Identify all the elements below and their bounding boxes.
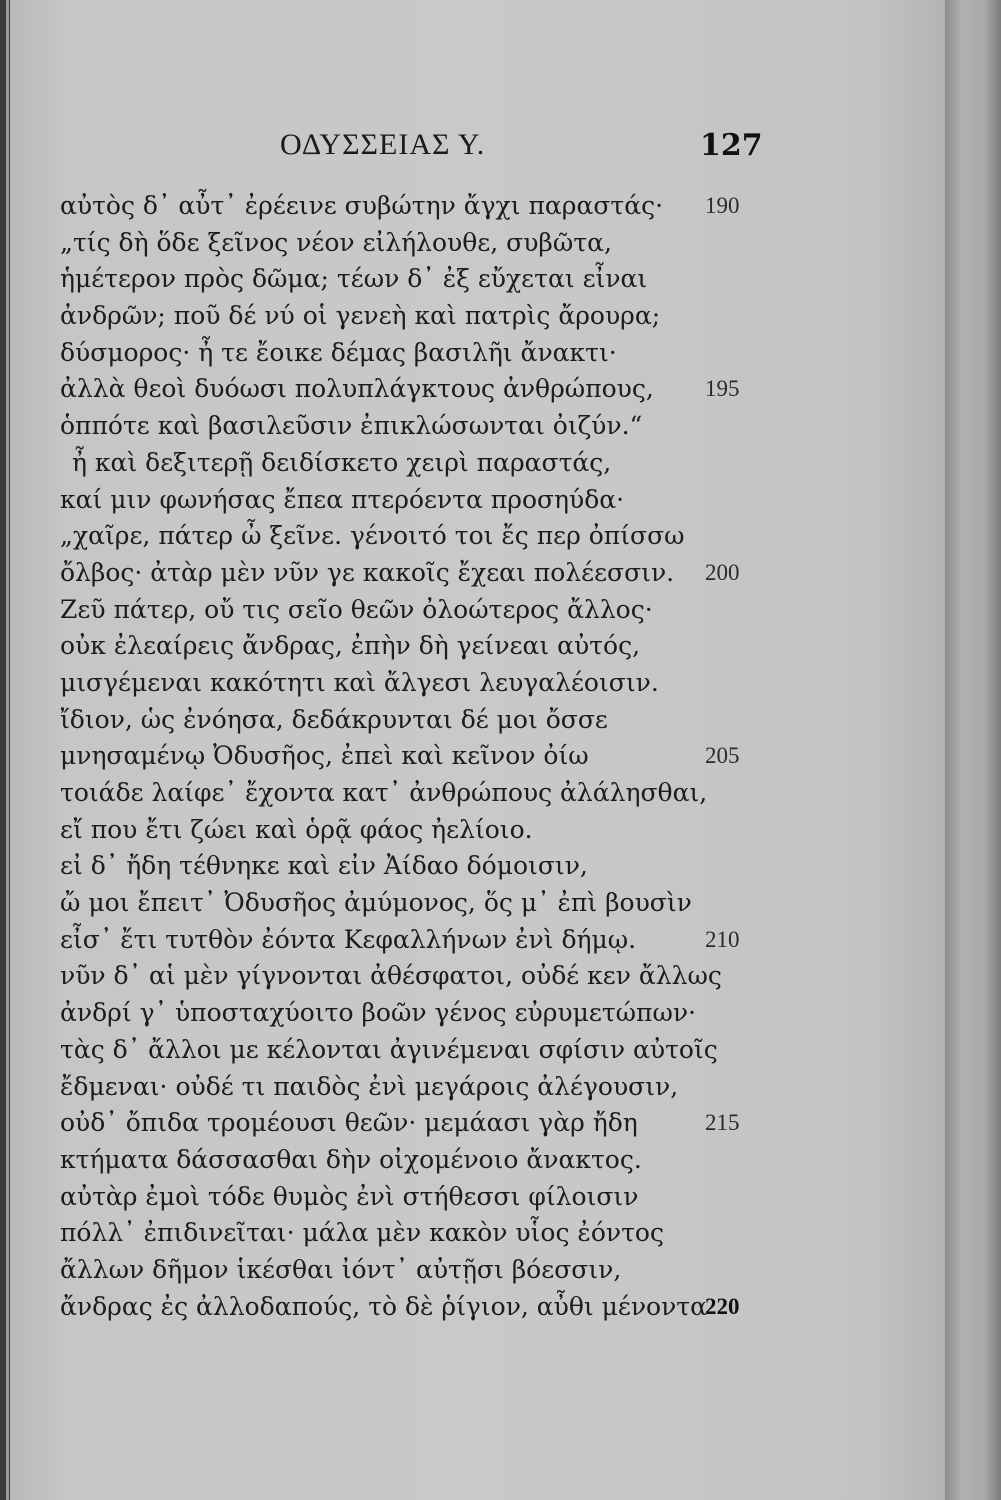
verse-line	[60, 408, 760, 445]
verse-line-text: πόλλ᾽ ἐπιδινεῖται· μάλα μὲν κακὸν υἷος ἐόντος	[60, 1218, 664, 1248]
verse-line-text: ἀνδρῶν; ποῦ δέ νύ οἱ γενεὴ καὶ πατρὶς ἄρουρα;	[60, 301, 661, 331]
line-number: 195	[705, 376, 740, 402]
verse-line	[60, 848, 760, 885]
line-number: 205	[705, 743, 740, 769]
verse-line-text: μισγέμεναι κακότητι καὶ ἄλγεσι λευγαλέοισιν.	[60, 667, 659, 697]
verse-line	[60, 775, 760, 812]
verse-line-text: μνησαμένῳ Ὀδυσῆος, ἐπεὶ καὶ κεῖνον ὀίω	[60, 741, 589, 771]
page-left-edge	[0, 0, 10, 1500]
verse-line	[60, 958, 760, 995]
verse-line	[60, 922, 760, 959]
verse-line-text: τὰς δ᾽ ἄλλοι με κέλονται ἀγινέμεναι σφίσιν αὐτοῖς	[60, 1034, 718, 1064]
verse-line-text: καί μιν φωνήσας ἔπεα πτερόεντα προσηύδα·	[60, 484, 625, 514]
page-right-edge	[945, 0, 1001, 1500]
verse-line	[60, 665, 760, 702]
verse-line-text: ἡμέτερον πρὸς δῶμα; τέων δ᾽ ἐξ εὔχεται εἶναι	[60, 264, 648, 294]
verse-line-text: οὐδ᾽ ὄπιδα τρομέουσι θεῶν· μεμάασι γὰρ ἤδη	[60, 1108, 638, 1138]
verse-line	[60, 261, 760, 298]
verse-line-text: ἴδιον, ὡς ἐνόησα, δεδάκρυνται δέ μοι ὄσσε	[60, 704, 608, 734]
verse-line-text: ἀλλὰ θεοὶ δυόωσι πολυπλάγκτους ἀνθρώπους,	[60, 374, 654, 404]
verse-line-text: εἶσ᾽ ἔτι τυτθὸν ἐόντα Κεφαλλήνων ἐνὶ δήμῳ.	[60, 924, 637, 954]
verse-line-text: αὐτὰρ ἐμοὶ τόδε θυμὸς ἐνὶ στήθεσσι φίλοισιν	[60, 1181, 639, 1211]
verse-line	[60, 738, 760, 775]
line-number: 220	[705, 1293, 740, 1319]
verse-line	[60, 188, 760, 225]
verse-line-text: „χαῖρε, πάτερ ὦ ξεῖνε. γένοιτό τοι ἔς περ ὀπίσσω	[60, 521, 685, 551]
verse-line	[60, 1142, 760, 1179]
line-number: 200	[705, 559, 740, 585]
verse-line-text: ἀνδρί γ᾽ ὑποσταχύοιτο βοῶν γένος εὐρυμετώπων·	[60, 998, 696, 1028]
verse-line-text: ὄλβος· ἀτὰρ μὲν νῦν γε κακοῖς ἔχεαι πολέεσσιν.	[60, 557, 675, 587]
line-number: 210	[705, 926, 740, 952]
verse-line	[60, 445, 760, 482]
verse-line-text: ἄνδρας ἐς ἀλλοδαπούς, τὸ δὲ ῥίγιον, αὖθι μένοντα	[60, 1291, 708, 1321]
verse-line-text: οὐκ ἐλεαίρεις ἄνδρας, ἐπὴν δὴ γείνεαι αὐτός,	[60, 631, 641, 661]
line-number: 190	[705, 193, 740, 218]
verse-line	[60, 298, 760, 335]
verse-line	[60, 1289, 760, 1326]
verse-line-text: εἴ που ἔτι ζώει καὶ ὁρᾷ φάος ἠελίοιο.	[60, 814, 533, 844]
verse-line-text: κτήματα δάσσασθαι δὴν οἰχομένοιο ἄνακτος.	[60, 1144, 642, 1174]
verse-line	[60, 335, 760, 372]
verse-line-text: ὤ μοι ἔπειτ᾽ Ὀδυσῆος ἀμύμονος, ὅς μ᾽ ἐπὶ βουσὶν	[60, 888, 692, 918]
verse-line-text: εἰ δ᾽ ἤδη τέθνηκε καὶ εἰν Ἀίδαο δόμοισιν,	[60, 851, 588, 881]
verse-line-text: αὐτὸς δ᾽ αὖτ᾽ ἐρέεινε συβώτην ἄγχι παραστάς·	[60, 191, 664, 220]
verse-line	[60, 812, 760, 849]
book-page	[10, 0, 945, 1500]
verse-line-text: ἦ καὶ δεξιτερῇ δειδίσκετο χειρὶ παραστάς,	[72, 447, 612, 477]
verse-line	[60, 702, 760, 739]
verse-line-text: δύσμορος· ἦ τε ἔοικε δέμας βασιλῆι ἄνακτι·	[60, 337, 617, 367]
verse-line	[60, 1032, 760, 1069]
line-number: 215	[705, 1110, 740, 1136]
verse-line	[60, 1105, 760, 1142]
verse-line	[60, 1069, 760, 1106]
verse-line	[60, 518, 760, 555]
verse-line-text: ὁππότε καὶ βασιλεῦσιν ἐπικλώσωνται ὀιζύν.“	[60, 411, 643, 441]
verse-line-text: ἄλλων δῆμον ἱκέσθαι ἰόντ᾽ αὐτῇσι βόεσσιν,	[60, 1254, 622, 1284]
verse-line	[60, 482, 760, 519]
verse-line-text: τοιάδε λαίφε᾽ ἔχοντα κατ᾽ ἀνθρώπους ἀλάλησθαι,	[60, 778, 708, 807]
running-header-title: ΟΔΥΣΣΕΙΑΣ Υ.	[280, 128, 486, 161]
verse-text-block	[60, 188, 760, 1325]
verse-line	[60, 592, 760, 629]
verse-line	[60, 225, 760, 262]
verse-line	[60, 1252, 760, 1289]
verse-line-text: ἔδμεναι· οὐδέ τι παιδὸς ἐνὶ μεγάροις ἀλέγουσιν,	[60, 1071, 679, 1101]
verse-line	[60, 555, 760, 592]
page-number: 127	[700, 128, 763, 163]
verse-line	[60, 885, 760, 922]
verse-line	[60, 1179, 760, 1216]
verse-line-text: „τίς δὴ ὅδε ξεῖνος νέον εἰλήλουθε, συβῶτα,	[60, 227, 612, 257]
verse-line	[60, 628, 760, 665]
verse-line	[60, 371, 760, 408]
verse-line	[60, 1215, 760, 1252]
verse-line	[60, 995, 760, 1032]
verse-line-text: νῦν δ᾽ αἱ μὲν γίγνονται ἀθέσφατοι, οὐδέ κεν ἄλλως	[60, 961, 722, 991]
verse-line-text: Ζεῦ πάτερ, οὔ τις σεῖο θεῶν ὀλοώτερος ἄλλος·	[60, 594, 653, 624]
